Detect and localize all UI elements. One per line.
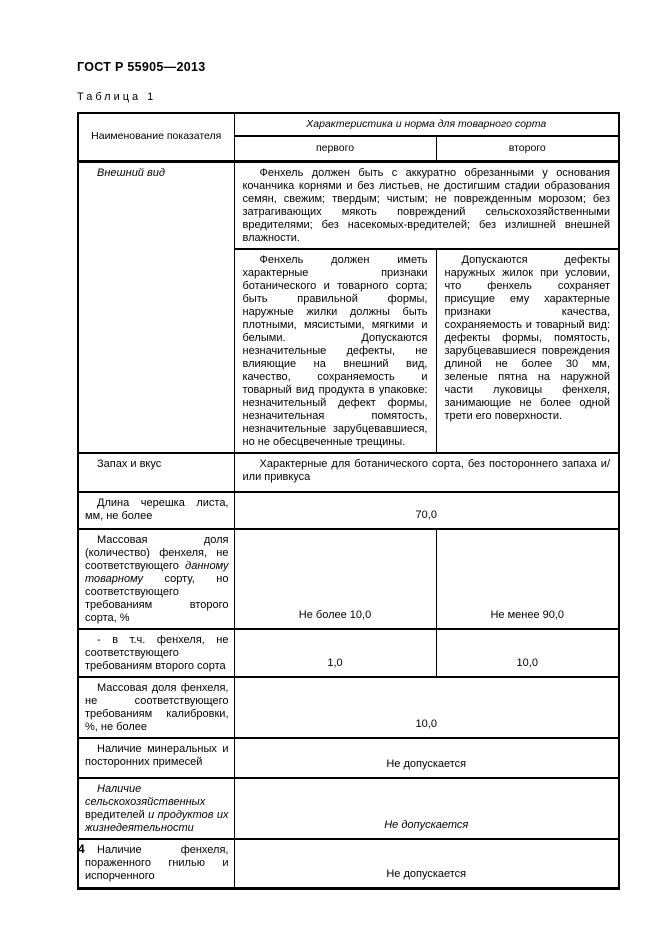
header-characteristic-title: Характеристика и норма для товарного сорта (234, 113, 619, 136)
label-text-part1: Массовая доля (количество) фенхеля, не соответствующего (85, 533, 229, 572)
row-rot-damage-label: Наличие фенхеля, пораженного гнилью и испорченного (78, 839, 234, 889)
agricultural-pests-value: Не допускается (234, 778, 619, 839)
appearance-second-grade-text: Допускаются дефекты наружных жилок при условии, что фенхель сохраняет присущие ему характерные признаки качества, сохраняемость и товарный вид: дефекты формы, помятость, зарубцевавшиеся повреждения длиной не более 30 мм, зеленые пятна на наружной части луковицы фенхеля, занимающие не более одной трети его поверхности. (436, 249, 619, 453)
label-text-part3-italic: и продуктов их жизнедеятельности (85, 808, 229, 834)
row-mass-fraction-calibration-label: Массовая доля фенхеля, не соответствующего требованиям калибровки, %, не более (78, 677, 234, 738)
row-mass-fraction-calibration (78, 677, 619, 738)
appearance-common-text: Фенхель должен быть с аккуратно обрезанными у основания кочанчика корнями и без листьев, не достигшим стадии образования семян, свежим; твердым; чистым; не поврежденным морозом; без затрагивающих мякоть повреждений сельскохозяйственными вредителями; без насекомых-вредителей; без излишней внешней влажности. (234, 161, 619, 249)
mass-fraction-calibration-value: 10,0 (234, 677, 619, 738)
table-caption: Таблица 1 (77, 91, 157, 103)
header-row-top (78, 113, 619, 136)
page-number: 4 (78, 842, 85, 856)
row-smell-taste-label: Запах и вкус (78, 453, 234, 492)
row-appearance-label: Внешний вид (78, 161, 234, 453)
appearance-first-grade-text: Фенхель должен иметь характерные признаки ботанического и товарного сорта; быть правильной формы, наружные жилки должны быть плотными, мясистыми, мягкими и белыми. Допускаются незначительные дефекты, не влияющие на внешний вид, качество, сохраняемость и товарный вид продукта в упаковке: незначительный дефект формы, незначительная помятость, незначительные зарубцевавшиеся, но не обесцвеченные трещины. (234, 249, 436, 453)
incl-below-second-first-value: 1,0 (234, 629, 436, 677)
rot-damage-value: Не допускается (234, 839, 619, 889)
row-mineral-impurities-label: Наличие минеральных и посторонних примесей (78, 738, 234, 778)
row-agricultural-pests-label (78, 778, 234, 839)
row-incl-below-second (78, 629, 619, 677)
label-text-part1-italic: Наличие сельскохозяйственных (85, 782, 206, 808)
header-name-column: Наименование показателя (78, 113, 234, 161)
row-mass-fraction-grade-label (78, 529, 234, 629)
mass-fraction-grade-first-value: Не более 10,0 (234, 529, 436, 629)
mineral-impurities-value: Не допускается (234, 738, 619, 778)
row-agricultural-pests (78, 778, 619, 839)
header-grade-second: второго (436, 136, 619, 161)
mass-fraction-grade-second-value: Не менее 90,0 (436, 529, 619, 629)
row-rot-damage (78, 839, 619, 889)
table-1 (77, 112, 620, 890)
row-incl-below-second-label: - в т.ч. фенхеля, не соответствующего требованиям второго сорта (78, 629, 234, 677)
petiole-length-value: 70,0 (234, 492, 619, 529)
row-mass-fraction-grade (78, 529, 619, 629)
label-text-part3: сорту, но соответствующего требованиям второго сорта, % (85, 572, 229, 624)
standard-number: ГОСТ Р 55905—2013 (77, 60, 206, 74)
row-smell-taste (78, 453, 619, 492)
row-mineral-impurities (78, 738, 619, 778)
label-text-part2: вредителей (85, 808, 149, 821)
row-petiole-length (78, 492, 619, 529)
header-grade-first: первого (234, 136, 436, 161)
label-text-part2-italic: данному товарному (85, 559, 229, 585)
row-petiole-length-label: Длина черешка листа, мм, не более (78, 492, 234, 529)
incl-below-second-second-value: 10,0 (436, 629, 619, 677)
row-appearance-common (78, 161, 619, 249)
smell-taste-value: Характерные для ботанического сорта, без постороннего запаха и/или привкуса (234, 453, 619, 492)
